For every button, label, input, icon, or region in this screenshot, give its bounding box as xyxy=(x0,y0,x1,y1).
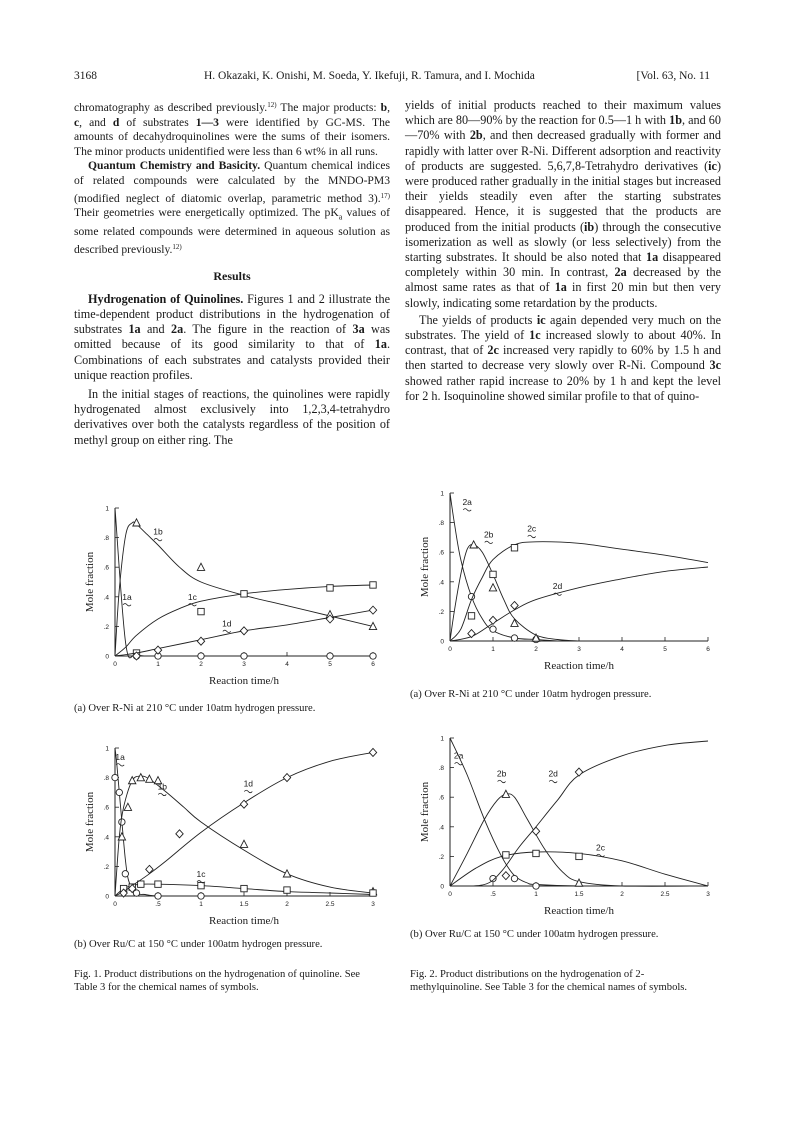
data-point-diamond xyxy=(154,646,161,654)
y-tick-label: .8 xyxy=(438,765,444,773)
caption-1b: (b) Over Ru/C at 150 °C under 100atm hydrogen pressure. xyxy=(74,939,323,950)
y-tick-label: 0 xyxy=(105,653,109,661)
series-line-1b xyxy=(115,522,373,656)
x-tick-label: 3 xyxy=(371,901,375,908)
data-point-triangle xyxy=(197,563,204,570)
series-line-1b xyxy=(115,776,373,896)
x-tick-label: 6 xyxy=(371,661,375,668)
data-point-square xyxy=(138,881,144,887)
data-point-circle xyxy=(198,653,204,659)
series-label: 2d xyxy=(548,768,558,779)
series-label: 1a xyxy=(122,591,132,602)
data-point-circle xyxy=(198,893,204,899)
data-point-circle xyxy=(511,875,517,881)
tilde-mark xyxy=(549,780,557,782)
series-label: 1b xyxy=(153,526,163,537)
data-point-square xyxy=(370,890,376,896)
data-point-triangle xyxy=(137,774,144,781)
figure-2b xyxy=(405,730,715,935)
series-label: 2b xyxy=(483,529,494,540)
right-column xyxy=(405,98,721,404)
x-tick-label: 4 xyxy=(285,661,289,668)
x-tick-label: 3 xyxy=(577,646,581,653)
volume-info: [Vol. 63, No. 11 xyxy=(636,70,710,82)
tilde-mark xyxy=(123,604,131,606)
y-tick-label: .2 xyxy=(438,853,444,861)
caption-2b: (b) Over Ru/C at 150 °C under 100atm hydrogen pressure. xyxy=(410,929,659,940)
paragraph: Hydrogenation of Quinolines. Figures 1 and 2 illustrate the time-dependent product distributions in the hydrogenation of substrates 1a and 2a. The figure in the reaction of 3a was omitted because of its good similarity to that of 1a. Combinations of each substrates and catalysts provided their unique reaction profiles. xyxy=(74,291,390,382)
data-point-diamond xyxy=(575,768,582,776)
tilde-mark xyxy=(223,630,231,632)
tilde-mark xyxy=(498,780,506,782)
x-tick-label: .5 xyxy=(155,901,161,908)
data-point-circle xyxy=(327,653,333,659)
x-tick-label: 2 xyxy=(620,891,624,898)
series-label: 1c xyxy=(196,868,206,879)
paragraph: Quantum Chemistry and Basicity. Quantum chemical indices of related compounds were calculated by the MNDO-PM3 (modified neglect of diatomic overlap, parametric method 3).$^{17)}$ Their geometries were energetically optimized. The $pK_a$ values of some related compounds were determined in aqueous solution as described previously.$^{12)}$ xyxy=(74,159,390,256)
x-tick-label: 2.5 xyxy=(660,891,670,898)
data-point-circle xyxy=(122,871,128,877)
x-tick-label: 1.5 xyxy=(574,891,584,898)
data-point-circle xyxy=(241,653,247,659)
x-tick-label: 1 xyxy=(156,661,160,668)
x-axis-label: Reaction time/h xyxy=(544,905,614,917)
x-tick-label: 0 xyxy=(113,901,117,908)
x-tick-label: 3 xyxy=(242,661,246,668)
x-tick-label: 1.5 xyxy=(239,901,249,908)
tilde-mark xyxy=(154,538,162,540)
data-point-circle xyxy=(490,626,496,632)
tilde-mark xyxy=(528,535,536,537)
x-tick-label: 0 xyxy=(113,661,117,668)
x-tick-label: 2 xyxy=(199,661,203,668)
data-point-circle xyxy=(112,774,118,780)
data-point-circle xyxy=(511,635,517,641)
paragraph: chromatography as described previously.$^{12)}$ The major products: b, c, and d of substrates 1—3 were identified by GC-MS. The amounts of decahydroquinolines were the sums of their isomers. The minor products unidentified were less than 6 wt% in all runs. xyxy=(74,101,391,158)
x-axis-label: Reaction time/h xyxy=(544,660,614,672)
series-label: 1d xyxy=(222,618,232,629)
data-point-diamond xyxy=(532,827,539,835)
paragraph: In the initial stages of reactions, the quinolines were rapidly hydrogenated almost exclusively into 1,2,3,4-tetrahydro derivatives over both the catalysts regardless of the position of methyl group on either ring. The xyxy=(74,387,390,447)
data-point-square xyxy=(327,585,333,591)
series-label: 2d xyxy=(552,581,563,592)
data-point-diamond xyxy=(197,637,204,645)
series-label: 2c xyxy=(596,842,605,853)
series-label: 1b xyxy=(157,781,168,792)
y-tick-label: .2 xyxy=(438,608,444,616)
data-point-diamond xyxy=(369,606,376,614)
series-line-2d xyxy=(450,741,708,886)
x-tick-label: 2.5 xyxy=(325,901,335,908)
y-tick-label: .8 xyxy=(103,535,109,543)
chart-svg xyxy=(70,500,380,705)
y-axis-label: Mole fraction xyxy=(84,791,96,853)
data-point-square xyxy=(468,613,474,619)
series-label: 1c xyxy=(187,591,197,602)
x-tick-label: 0 xyxy=(448,891,452,898)
figure-2a xyxy=(405,485,715,690)
paragraph: yields of initial products reached to their maximum values which are 80—90% by the reaction for 0.5—1 h with 1b, and 60—70% with 2b, and then decreased gradually with former and rapidly with latter over R-Ni. Different adsorption and reactivity of products are suggested. 5,6,7,8-Tetrahydro derivatives (ic) were produced rather gradually in the initial stages but increased their yields steadily even after the starting substrates disappeared. Hence, it is suggested that the products are produced from the initial products (ib) through the consecutive isomerization as well as slowly (or less selectively) from the starting substrates. It should be also noted that 1a disappeared completely within 30 min. In contrast, 2a decreased by the almost same rates as that of 1a in first 20 min but then very slowly, indicating some retardation by the products. xyxy=(405,98,722,310)
page-number: 3168 xyxy=(74,70,97,82)
y-tick-label: 0 xyxy=(105,893,109,901)
data-point-diamond xyxy=(283,774,290,782)
tilde-mark xyxy=(485,541,493,543)
caption-2a: (a) Over R-Ni at 210 °C under 10atm hydrogen pressure. xyxy=(410,689,652,700)
y-axis-label: Mole fraction xyxy=(84,551,96,613)
data-point-square xyxy=(370,582,376,588)
figure-1-caption: Fig. 1. Product distributions on the hydrogenation of quinoline. See Table 3 for the chemical names of symbols. xyxy=(74,969,361,993)
y-tick-label: 1 xyxy=(105,505,109,513)
y-tick-label: .4 xyxy=(103,834,109,842)
y-tick-label: .2 xyxy=(103,863,109,871)
x-tick-label: 0 xyxy=(448,646,452,653)
series-line-2a xyxy=(450,493,558,641)
figure-1b xyxy=(70,740,380,945)
data-point-square xyxy=(198,608,204,614)
data-point-square xyxy=(490,571,496,577)
left-column xyxy=(74,98,390,448)
data-point-diamond xyxy=(468,630,475,638)
series-label: 2a xyxy=(453,750,464,761)
caption-1a: (a) Over R-Ni at 210 °C under 10atm hydrogen pressure. xyxy=(74,703,316,714)
x-tick-label: 4 xyxy=(620,646,624,653)
data-point-diamond xyxy=(502,872,509,880)
series-line-1d xyxy=(115,752,373,896)
y-tick-label: 1 xyxy=(105,745,109,753)
x-tick-label: 3 xyxy=(706,891,710,898)
data-point-square xyxy=(198,882,204,888)
x-tick-label: 5 xyxy=(663,646,667,653)
series-label: 1a xyxy=(115,751,125,762)
data-point-triangle xyxy=(146,775,153,782)
chart-svg xyxy=(405,730,715,935)
tilde-mark xyxy=(158,793,166,795)
y-tick-label: .6 xyxy=(103,804,109,812)
tilde-mark xyxy=(244,790,252,792)
data-point-diamond xyxy=(489,616,496,624)
data-point-triangle xyxy=(511,619,518,626)
y-tick-label: .8 xyxy=(438,520,444,528)
data-point-square xyxy=(241,885,247,891)
data-point-triangle xyxy=(124,803,131,810)
data-point-triangle xyxy=(240,840,247,847)
y-tick-label: .4 xyxy=(103,594,109,602)
y-tick-label: 0 xyxy=(440,883,444,891)
series-line-1a xyxy=(115,748,373,896)
data-point-circle xyxy=(155,893,161,899)
y-tick-label: 1 xyxy=(440,735,444,743)
data-point-triangle xyxy=(489,584,496,591)
chart-svg xyxy=(405,485,715,690)
x-tick-label: 6 xyxy=(706,646,710,653)
chart-svg xyxy=(70,740,380,945)
y-tick-label: .4 xyxy=(438,579,444,587)
x-tick-label: 2 xyxy=(285,901,289,908)
data-point-square xyxy=(503,852,509,858)
figure-2-caption: Fig. 2. Product distributions on the hydrogenation of 2-methylquinoline. See Table 3 for the chemical names of symbols. xyxy=(410,969,688,993)
data-point-circle xyxy=(119,819,125,825)
data-point-square xyxy=(511,545,517,551)
figure-1a xyxy=(70,500,380,705)
series-label: 1d xyxy=(243,778,254,789)
x-tick-label: 2 xyxy=(534,646,538,653)
data-point-triangle xyxy=(283,870,290,877)
series-label: 2c xyxy=(527,523,537,534)
x-tick-label: 1 xyxy=(491,646,495,653)
author-line: H. Okazaki, K. Onishi, M. Soeda, Y. Ikefuji, R. Tamura, and I. Mochida xyxy=(204,70,535,82)
data-point-circle xyxy=(533,883,539,889)
y-tick-label: .8 xyxy=(103,775,109,783)
y-tick-label: .6 xyxy=(438,794,444,802)
x-tick-label: 1 xyxy=(534,891,538,898)
running-header xyxy=(74,70,710,88)
data-point-square xyxy=(533,850,539,856)
series-label: 2b xyxy=(496,768,507,779)
tilde-mark xyxy=(463,509,471,511)
series-label: 2a xyxy=(462,496,472,507)
y-tick-label: .6 xyxy=(103,564,109,572)
y-tick-label: 1 xyxy=(440,490,444,498)
section-heading: Results xyxy=(213,269,251,284)
data-point-circle xyxy=(370,653,376,659)
x-tick-label: 5 xyxy=(328,661,332,668)
y-axis-label: Mole fraction xyxy=(419,781,431,843)
y-tick-label: .2 xyxy=(103,623,109,631)
x-tick-label: .5 xyxy=(490,891,496,898)
y-tick-label: 0 xyxy=(440,638,444,646)
paragraph: The yields of products ic again depended very much on the substrates. The yield of 1c increased slowly to about 40%. In contrast, that of 2c increased very rapidly to 60% by 1.5 h and then started to decrease very slowly over R-Ni. Compound 3c showed rather rapid increase to 20% by 1 h and kept the level for 2 h. Isoquinoline showed similar profile to that of quino- xyxy=(405,312,722,403)
series-line-2b xyxy=(450,794,708,886)
data-point-circle xyxy=(116,789,122,795)
data-point-diamond xyxy=(240,627,247,635)
x-tick-label: 1 xyxy=(199,901,203,908)
series-line-2d xyxy=(450,567,708,641)
y-tick-label: .4 xyxy=(438,824,444,832)
data-point-diamond xyxy=(369,748,376,756)
data-point-square xyxy=(241,591,247,597)
y-axis-label: Mole fraction xyxy=(419,536,431,598)
data-point-triangle xyxy=(575,879,582,886)
data-point-square xyxy=(576,853,582,859)
data-point-diamond xyxy=(176,830,183,838)
data-point-square xyxy=(284,887,290,893)
data-point-square xyxy=(155,881,161,887)
y-tick-label: .6 xyxy=(438,549,444,557)
x-axis-label: Reaction time/h xyxy=(209,915,279,927)
x-axis-label: Reaction time/h xyxy=(209,675,279,687)
